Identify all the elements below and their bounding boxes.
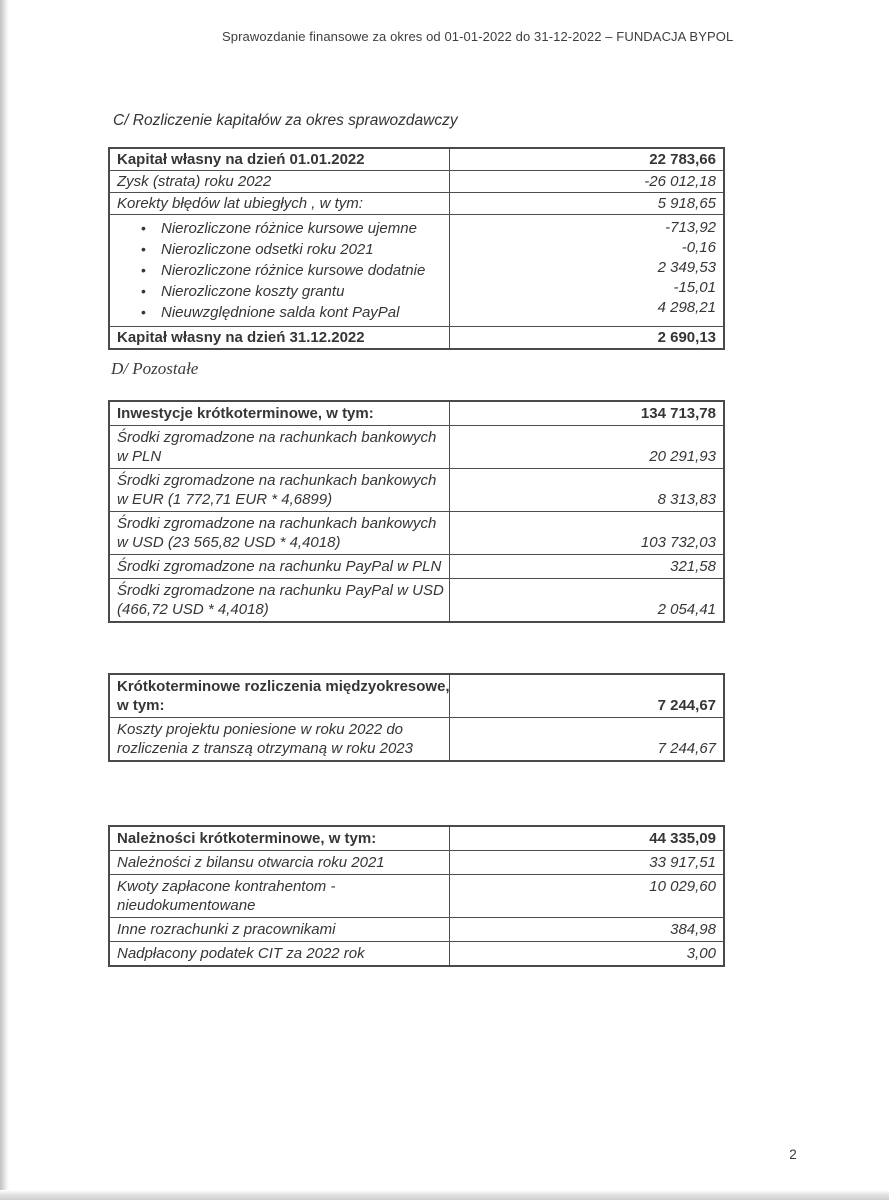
row-label xyxy=(110,512,450,554)
row-label-line: Kapitał własny na dzień 01.01.2022 xyxy=(117,151,365,168)
row-label-line: Inne rozrachunki z pracownikami xyxy=(117,921,336,938)
row-value-text: 10 029,60 xyxy=(649,878,716,895)
table-row xyxy=(110,578,723,621)
row-label-line: Krótkoterminowe rozliczenia międzyokresowe, xyxy=(117,678,450,695)
row-value xyxy=(450,827,723,850)
table-row xyxy=(110,850,723,874)
row-value xyxy=(450,718,723,760)
row-label-line: w tym: xyxy=(117,697,165,714)
row-label xyxy=(110,402,450,425)
row-value xyxy=(450,675,723,717)
page-edge-bottom xyxy=(0,1190,889,1200)
row-value xyxy=(450,579,723,621)
row-label-line: Nadpłacony podatek CIT za 2022 rok xyxy=(117,945,365,962)
section-d-heading: D/ Pozostałe xyxy=(111,359,199,378)
row-label xyxy=(110,675,450,717)
table-row xyxy=(110,675,723,717)
row-value xyxy=(450,327,723,348)
row-value-text: 2 690,13 xyxy=(657,329,716,346)
table-row xyxy=(110,554,723,578)
row-label xyxy=(110,718,450,760)
row-value xyxy=(450,149,723,170)
capital-reconciliation-table xyxy=(108,147,725,350)
bullet-item-value: 4 298,21 xyxy=(657,299,716,316)
row-value-text: 103 732,03 xyxy=(640,534,716,551)
row-label xyxy=(110,426,450,468)
page-number: 2 xyxy=(789,1147,797,1162)
row-value xyxy=(450,918,723,941)
row-label xyxy=(110,327,450,348)
table-row xyxy=(110,170,723,192)
row-label xyxy=(110,193,450,214)
row-label-line: Środki zgromadzone na rachunkach bankowych xyxy=(117,515,437,532)
bullet-item-label: Nierozliczone różnice kursowe dodatnie xyxy=(161,262,426,279)
short-term-investments-table xyxy=(108,400,725,623)
bullet-icon: • xyxy=(141,220,146,236)
row-label-line: Kwoty zapłacone kontrahentom - xyxy=(117,878,336,895)
table-row xyxy=(110,874,723,917)
row-value-text: 8 313,83 xyxy=(657,491,716,508)
table-row xyxy=(110,468,723,511)
row-value-text: 3,00 xyxy=(686,945,716,962)
bullet-item-value: -0,16 xyxy=(681,239,716,256)
row-label-line: Należności z bilansu otwarcia roku 2021 xyxy=(117,854,385,871)
bullet-values xyxy=(658,218,716,318)
bullet-item xyxy=(117,260,443,281)
table-row xyxy=(110,402,723,425)
bullet-item-value: 2 349,53 xyxy=(657,259,716,276)
short-term-prepayments-table xyxy=(108,673,725,762)
row-label-line: (466,72 USD * 4,4018) xyxy=(117,601,269,618)
section-c-heading: C/ Rozliczenie kapitałów za okres sprawozdawczy xyxy=(113,112,458,129)
row-value xyxy=(450,215,723,326)
row-label xyxy=(110,579,450,621)
row-label-line: Zysk (strata) roku 2022 xyxy=(117,173,272,190)
row-label-line: Koszty projektu poniesione w roku 2022 do xyxy=(117,721,404,738)
table-row xyxy=(110,214,723,326)
row-label xyxy=(110,875,450,917)
row-value-text: -26 012,18 xyxy=(644,173,716,190)
bullet-icon: • xyxy=(141,304,146,320)
row-value xyxy=(450,426,723,468)
row-value xyxy=(450,942,723,965)
bullet-list-cell xyxy=(110,215,450,326)
row-label xyxy=(110,827,450,850)
bullet-item xyxy=(117,281,443,302)
row-label xyxy=(110,171,450,192)
short-term-receivables-table xyxy=(108,825,725,967)
bullet-item-label: Nierozliczone odsetki roku 2021 xyxy=(161,241,374,258)
row-value-text: 5 918,65 xyxy=(657,195,716,212)
row-value-text: 134 713,78 xyxy=(640,405,716,422)
bullet-item-label: Nieuwzględnione salda kont PayPal xyxy=(161,304,400,321)
bullet-item-label: Nierozliczone koszty grantu xyxy=(161,283,345,300)
row-value xyxy=(450,851,723,874)
table-row xyxy=(110,827,723,850)
row-label xyxy=(110,555,450,578)
row-label xyxy=(110,918,450,941)
row-value xyxy=(450,171,723,192)
table-row xyxy=(110,941,723,965)
table-row xyxy=(110,717,723,760)
row-label xyxy=(110,469,450,511)
row-value-text: 2 054,41 xyxy=(657,601,716,618)
table-row xyxy=(110,425,723,468)
row-value xyxy=(450,512,723,554)
bullet-item-value: -713,92 xyxy=(665,219,716,236)
row-label-line: w USD (23 565,82 USD * 4,4018) xyxy=(117,534,341,551)
bullet-item xyxy=(117,302,443,323)
page-header-title: Sprawozdanie finansowe za okres od 01-01-2022 do 31-12-2022 – FUNDACJA BYPOL xyxy=(222,29,734,44)
row-label-line: Środki zgromadzone na rachunku PayPal w PLN xyxy=(117,558,442,575)
row-value-text: 7 244,67 xyxy=(657,697,716,714)
row-value xyxy=(450,193,723,214)
row-label-line: Należności krótkoterminowe, w tym: xyxy=(117,830,377,847)
row-value-text: 7 244,67 xyxy=(657,740,716,757)
bullet-icon: • xyxy=(141,241,146,257)
row-value-text: 44 335,09 xyxy=(649,830,716,847)
table-row xyxy=(110,192,723,214)
row-value-text: 22 783,66 xyxy=(649,151,716,168)
bullet-item-label: Nierozliczone różnice kursowe ujemne xyxy=(161,220,417,237)
table-row xyxy=(110,326,723,348)
bullet-item-value: -15,01 xyxy=(673,279,716,296)
row-value xyxy=(450,875,723,917)
page-edge-left xyxy=(0,0,9,1200)
bullet-item xyxy=(117,239,443,260)
row-value xyxy=(450,469,723,511)
table-row xyxy=(110,149,723,170)
bullet-item xyxy=(117,218,443,239)
bullet-icon: • xyxy=(141,283,146,299)
row-value-text: 33 917,51 xyxy=(649,854,716,871)
row-label xyxy=(110,149,450,170)
row-value-text: 384,98 xyxy=(670,921,716,938)
bullet-icon: • xyxy=(141,262,146,278)
row-label xyxy=(110,942,450,965)
row-label-line: Środki zgromadzone na rachunkach bankowych xyxy=(117,472,437,489)
row-label xyxy=(110,851,450,874)
row-value-text: 20 291,93 xyxy=(649,448,716,465)
row-label-line: Inwestycje krótkoterminowe, w tym: xyxy=(117,405,374,422)
row-label-line: Środki zgromadzone na rachunku PayPal w USD xyxy=(117,582,444,599)
row-value xyxy=(450,402,723,425)
row-value xyxy=(450,555,723,578)
row-value-text: 321,58 xyxy=(670,558,716,575)
row-label-line: w EUR (1 772,71 EUR * 4,6899) xyxy=(117,491,333,508)
row-label-line: Kapitał własny na dzień 31.12.2022 xyxy=(117,329,365,346)
row-label-line: nieudokumentowane xyxy=(117,897,256,914)
table-row xyxy=(110,917,723,941)
row-label-line: w PLN xyxy=(117,448,162,465)
table-row xyxy=(110,511,723,554)
row-label-line: Środki zgromadzone na rachunkach bankowych xyxy=(117,429,437,446)
row-label-line: Korekty błędów lat ubiegłych , w tym: xyxy=(117,195,363,212)
row-label-line: rozliczenia z transzą otrzymaną w roku 2023 xyxy=(117,740,413,757)
